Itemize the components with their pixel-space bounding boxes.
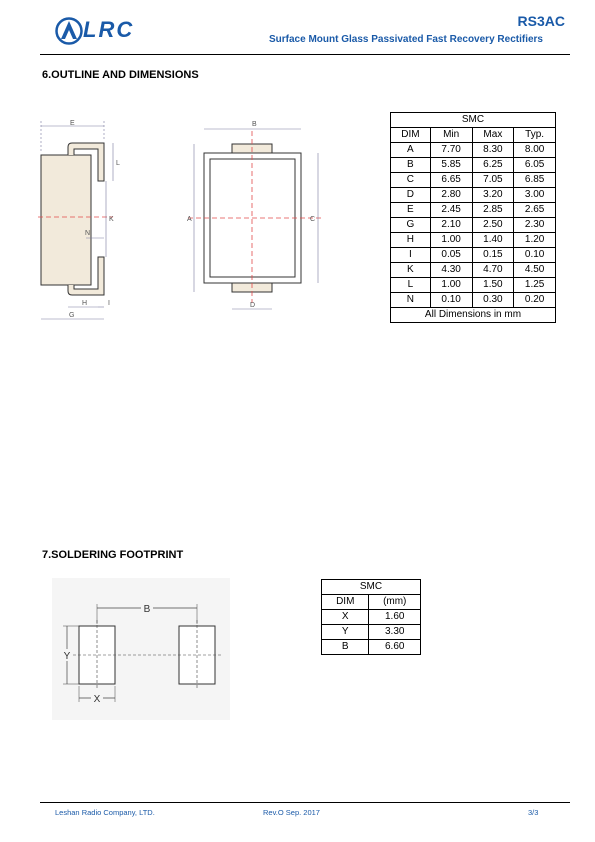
header-divider bbox=[40, 54, 570, 55]
table-caption-row bbox=[391, 113, 556, 128]
table-footer-note: All Dimensions in mm bbox=[391, 308, 556, 323]
footer-company: Leshan Radio Company, LTD. bbox=[55, 808, 155, 817]
column-header: (mm) bbox=[369, 595, 421, 610]
table-cell: 1.00 bbox=[430, 278, 472, 293]
label-b: B bbox=[252, 121, 257, 128]
table-cell: 3.00 bbox=[514, 188, 556, 203]
table-caption: SMC bbox=[391, 113, 556, 128]
table-cell: 0.30 bbox=[472, 293, 514, 308]
table-row bbox=[391, 143, 556, 158]
table-row bbox=[391, 218, 556, 233]
table-cell: A bbox=[391, 143, 431, 158]
table-cell: B bbox=[322, 640, 369, 655]
outline-drawing bbox=[38, 113, 343, 335]
logo-text: LRC bbox=[83, 17, 135, 42]
footer-divider bbox=[40, 802, 570, 803]
table-footer-row bbox=[391, 308, 556, 323]
label-k: K bbox=[109, 216, 114, 223]
table-cell: 1.40 bbox=[472, 233, 514, 248]
table-cell: 6.65 bbox=[430, 173, 472, 188]
table-row bbox=[391, 263, 556, 278]
table-cell: 0.10 bbox=[514, 248, 556, 263]
table-cell: 0.20 bbox=[514, 293, 556, 308]
label-n: N bbox=[85, 230, 91, 237]
label-h: H bbox=[82, 300, 88, 307]
section-7-title: 7.SOLDERING FOOTPRINT bbox=[42, 549, 184, 561]
table-cell: 8.00 bbox=[514, 143, 556, 158]
top-view bbox=[187, 121, 323, 309]
label-x: X bbox=[93, 694, 101, 705]
table-cell: I bbox=[391, 248, 431, 263]
label-l: L bbox=[116, 160, 120, 167]
table-cell: L bbox=[391, 278, 431, 293]
table-cell: 6.05 bbox=[514, 158, 556, 173]
table-cell: 0.10 bbox=[430, 293, 472, 308]
table-cell: 2.10 bbox=[430, 218, 472, 233]
table-header-row bbox=[391, 128, 556, 143]
outline-dimensions-table bbox=[390, 112, 556, 323]
table-row bbox=[322, 610, 421, 625]
table-caption-row bbox=[322, 580, 421, 595]
table-cell: 2.30 bbox=[514, 218, 556, 233]
table-cell: X bbox=[322, 610, 369, 625]
table-cell: 2.85 bbox=[472, 203, 514, 218]
table-cell: 6.25 bbox=[472, 158, 514, 173]
table-cell: 2.45 bbox=[430, 203, 472, 218]
table-caption: SMC bbox=[322, 580, 421, 595]
table-cell: 4.30 bbox=[430, 263, 472, 278]
table-cell: 2.80 bbox=[430, 188, 472, 203]
table-cell: 2.65 bbox=[514, 203, 556, 218]
table-body bbox=[322, 610, 421, 655]
label-y: Y bbox=[63, 651, 71, 662]
table-cell: Y bbox=[322, 625, 369, 640]
table-cell: 1.50 bbox=[472, 278, 514, 293]
table-cell: K bbox=[391, 263, 431, 278]
document-subtitle: Surface Mount Glass Passivated Fast Recovery Rectifiers bbox=[268, 34, 543, 45]
table-cell: 6.60 bbox=[369, 640, 421, 655]
side-view bbox=[38, 120, 120, 319]
table-cell: 4.70 bbox=[472, 263, 514, 278]
table-cell: 2.50 bbox=[472, 218, 514, 233]
table-row bbox=[391, 158, 556, 173]
footer-revision: Rev.O Sep. 2017 bbox=[263, 808, 320, 817]
table-cell: 4.50 bbox=[514, 263, 556, 278]
label-d: D bbox=[250, 302, 256, 309]
table-row bbox=[391, 248, 556, 263]
part-number: RS3AC bbox=[517, 13, 565, 29]
footer-page-number: 3/3 bbox=[528, 808, 539, 817]
table-cell: 1.20 bbox=[514, 233, 556, 248]
table-cell: 3.20 bbox=[472, 188, 514, 203]
label-e: E bbox=[70, 120, 75, 127]
label-a: A bbox=[187, 216, 192, 223]
logo-mark-icon bbox=[55, 14, 83, 48]
column-header: Min bbox=[430, 128, 472, 143]
company-logo bbox=[55, 14, 150, 48]
table-cell: 1.25 bbox=[514, 278, 556, 293]
table-cell: G bbox=[391, 218, 431, 233]
table-body bbox=[391, 143, 556, 308]
table-cell: D bbox=[391, 188, 431, 203]
table-row bbox=[391, 233, 556, 248]
table-row bbox=[391, 203, 556, 218]
footprint-drawing bbox=[52, 578, 230, 720]
table-row bbox=[391, 293, 556, 308]
table-cell: N bbox=[391, 293, 431, 308]
table-cell: 0.05 bbox=[430, 248, 472, 263]
label-g: G bbox=[69, 312, 75, 319]
table-cell: B bbox=[391, 158, 431, 173]
column-header: Typ. bbox=[514, 128, 556, 143]
table-cell: 7.05 bbox=[472, 173, 514, 188]
footprint-dimensions-table bbox=[321, 579, 421, 655]
label-c: C bbox=[310, 216, 316, 223]
table-row bbox=[391, 173, 556, 188]
table-row bbox=[322, 640, 421, 655]
table-cell: 0.15 bbox=[472, 248, 514, 263]
table-row bbox=[391, 278, 556, 293]
table-cell: 1.60 bbox=[369, 610, 421, 625]
table-cell: 5.85 bbox=[430, 158, 472, 173]
column-header: DIM bbox=[322, 595, 369, 610]
section-6-title: 6.OUTLINE AND DIMENSIONS bbox=[42, 69, 199, 81]
table-cell: 1.00 bbox=[430, 233, 472, 248]
table-cell: 8.30 bbox=[472, 143, 514, 158]
table-cell: H bbox=[391, 233, 431, 248]
table-header-row bbox=[322, 595, 421, 610]
table-row bbox=[322, 625, 421, 640]
column-header: Max bbox=[472, 128, 514, 143]
table-cell: 7.70 bbox=[430, 143, 472, 158]
label-i: I bbox=[108, 300, 110, 307]
table-row bbox=[391, 188, 556, 203]
table-cell: E bbox=[391, 203, 431, 218]
table-cell: C bbox=[391, 173, 431, 188]
column-header: DIM bbox=[391, 128, 431, 143]
label-b: B bbox=[143, 604, 151, 615]
table-cell: 6.85 bbox=[514, 173, 556, 188]
table-cell: 3.30 bbox=[369, 625, 421, 640]
